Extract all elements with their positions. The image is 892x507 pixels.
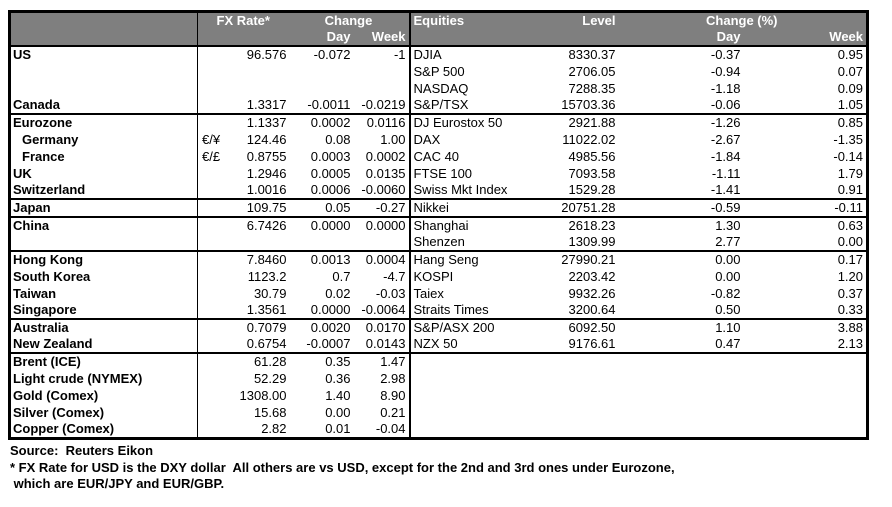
fx-rate-cell: 1308.00 — [239, 387, 287, 403]
fx-country-cell: Singapore — [10, 302, 198, 319]
fx-pair-symbol-cell — [198, 182, 228, 199]
table-row — [10, 148, 868, 165]
equity-week-cell: 0.07 — [837, 63, 864, 79]
table-row — [10, 387, 868, 404]
fx-rate-cell: 1.0016 — [228, 182, 290, 199]
equity-name-cell: Taiex — [413, 285, 444, 301]
equity-name-cell: S&P/TSX — [410, 97, 545, 114]
table-row — [10, 404, 868, 421]
fx-pair-symbol-cell — [198, 370, 228, 387]
fx-rate-column-header: FX Rate* — [198, 12, 290, 30]
fx-pair-symbol-cell — [198, 46, 228, 63]
equity-week-cell: 2.13 — [744, 336, 868, 353]
fx-change-day-cell: 0.0020 — [310, 320, 351, 335]
table-row — [10, 114, 868, 131]
fx-change-week-cell: -0.04 — [354, 421, 410, 439]
fx-country-cell: Germany — [10, 131, 198, 148]
equity-week-cell — [744, 387, 868, 404]
market-summary-table — [8, 10, 869, 440]
equity-name-cell: Shenzen — [410, 234, 545, 251]
fx-footnote-line-2: which are EUR/JPY and EUR/GBP. — [10, 476, 225, 491]
equity-day-cell: 1.10 — [715, 320, 741, 335]
fx-change-week-cell: -0.0064 — [354, 302, 410, 319]
fx-pair-symbol-cell — [198, 302, 228, 319]
fx-change-week-cell: -0.0219 — [354, 97, 410, 114]
equity-day-cell — [619, 421, 744, 439]
fx-rate-cell — [228, 234, 290, 251]
equity-day-cell: -0.94 — [710, 63, 741, 79]
equity-name-cell: Nikkei — [410, 199, 545, 217]
table-row — [10, 370, 868, 387]
fx-pair-symbol-cell: €/£ — [202, 148, 221, 164]
equity-level-cell: 2203.42 — [568, 268, 616, 284]
table-header — [10, 12, 868, 47]
fx-footnote-line-1: * FX Rate for USD is the DXY dollar All others are vs USD, except for the 2nd and 3rd ones under Eurozone, — [10, 459, 675, 475]
equity-level-cell — [545, 370, 619, 387]
equity-day-cell: 2.77 — [619, 234, 744, 251]
equity-name-cell: DJ Eurostox 50 — [413, 115, 503, 130]
equity-level-cell: 2706.05 — [568, 63, 616, 79]
fx-header-spacer — [198, 29, 290, 46]
equity-day-cell: 0.47 — [619, 336, 744, 353]
fx-change-day-cell: 0.0013 — [310, 252, 351, 267]
fx-change-week-cell: -0.0060 — [354, 182, 410, 199]
fx-change-day-cell: 0.08 — [325, 131, 351, 147]
equity-level-cell: 7288.35 — [568, 80, 616, 96]
fx-country-cell — [10, 234, 198, 251]
fx-country-cell: Hong Kong — [10, 251, 198, 268]
fx-header-corner — [10, 12, 198, 47]
fx-pair-symbol-cell — [198, 217, 228, 234]
equity-day-cell: -0.59 — [619, 199, 744, 217]
fx-change-week-cell: -1 — [354, 46, 410, 63]
fx-change-day-cell: 0.36 — [325, 370, 351, 386]
table-row — [10, 336, 868, 353]
equity-week-cell: -0.14 — [833, 148, 864, 164]
equity-name-cell: Hang Seng — [413, 252, 479, 267]
eq-day-column-header: Day — [619, 29, 744, 46]
fx-day-column-header: Day — [290, 29, 354, 46]
table-row — [10, 165, 868, 182]
equity-day-cell: -1.18 — [710, 80, 741, 96]
fx-country-cell: China — [10, 217, 198, 234]
fx-change-week-cell — [354, 63, 410, 80]
fx-change-day-cell: 0.00 — [325, 404, 351, 420]
fx-change-day-cell: 0.02 — [325, 285, 351, 301]
equity-day-cell: -1.11 — [711, 165, 741, 181]
table-row — [10, 285, 868, 302]
equity-level-cell: 4985.56 — [568, 148, 616, 164]
fx-pair-symbol-cell — [198, 199, 228, 217]
equity-name-cell — [410, 421, 545, 439]
table-row — [10, 353, 868, 370]
fx-change-week-cell: 0.21 — [354, 404, 410, 421]
fx-change-week-cell: 8.90 — [354, 387, 410, 404]
equity-week-cell: 0.37 — [837, 285, 864, 301]
equity-level-cell: 27990.21 — [561, 252, 616, 267]
equity-day-cell — [619, 404, 744, 421]
equity-level-cell: 8330.37 — [568, 47, 616, 62]
equity-level-cell: 2921.88 — [568, 115, 616, 130]
fx-pair-symbol-cell — [198, 165, 228, 182]
fx-change-day-cell: 0.35 — [325, 354, 351, 369]
equity-week-cell: 1.05 — [744, 97, 868, 114]
equity-level-cell — [545, 353, 619, 370]
fx-pair-symbol-cell — [198, 114, 228, 131]
fx-pair-symbol-cell — [198, 353, 228, 370]
fx-rate-cell: 124.46 — [246, 131, 287, 147]
source-note: Source: Reuters Eikon — [10, 443, 154, 458]
equity-week-cell: 3.88 — [837, 320, 864, 335]
equity-week-cell: 0.17 — [837, 252, 864, 267]
equity-day-cell: -1.26 — [710, 115, 741, 130]
equity-name-cell: NASDAQ — [413, 80, 469, 96]
fx-rate-cell: 30.79 — [253, 285, 287, 301]
fx-country-cell — [10, 80, 198, 97]
fx-country-cell: France — [10, 148, 198, 165]
fx-change-week-cell: 1.47 — [354, 353, 410, 370]
equity-level-cell: 15703.36 — [545, 97, 619, 114]
equity-day-cell: -0.06 — [619, 97, 744, 114]
equity-name-cell: DAX — [413, 131, 441, 147]
equity-day-cell — [619, 370, 744, 387]
table-row — [10, 46, 868, 63]
fx-change-day-cell: 0.7 — [332, 268, 351, 284]
fx-country-cell: New Zealand — [10, 336, 198, 353]
equity-week-cell — [744, 421, 868, 439]
equity-week-cell: 0.85 — [837, 115, 864, 130]
equity-name-cell: S&P/ASX 200 — [413, 320, 495, 335]
fx-change-week-cell — [354, 80, 410, 97]
fx-country-cell: Light crude (NYMEX) — [10, 370, 198, 387]
fx-pair-symbol-cell — [198, 63, 228, 80]
fx-rate-cell — [228, 63, 290, 80]
fx-rate-cell: 1123.2 — [247, 268, 287, 284]
fx-pair-symbol-cell — [198, 234, 228, 251]
equity-week-cell — [744, 370, 868, 387]
equity-day-cell: -1.41 — [619, 182, 744, 199]
fx-pair-symbol-cell — [198, 285, 228, 302]
fx-change-week-cell: -0.27 — [354, 199, 410, 217]
fx-change-day-cell: -0.072 — [313, 47, 351, 62]
fx-country-cell: Copper (Comex) — [10, 421, 198, 439]
fx-country-cell: Eurozone — [10, 114, 198, 131]
fx-pair-symbol-cell — [198, 97, 228, 114]
fx-rate-cell: 7.8460 — [246, 252, 287, 267]
equity-name-cell: CAC 40 — [413, 148, 460, 164]
table-row — [10, 199, 868, 217]
fx-change-week-cell: -4.7 — [354, 268, 410, 285]
fx-pair-symbol-cell — [198, 421, 228, 439]
equity-week-cell: -1.35 — [833, 131, 864, 147]
fx-rate-cell: 0.6754 — [228, 336, 290, 353]
equity-day-cell: 1.30 — [715, 218, 741, 233]
equity-week-cell: 1.79 — [837, 165, 864, 181]
fx-change-day-cell — [290, 63, 354, 80]
eq-header-spacer-2 — [545, 29, 619, 46]
table-row — [10, 268, 868, 285]
fx-change-week-cell: 0.0002 — [354, 148, 410, 165]
fx-rate-cell: 1.3317 — [228, 97, 290, 114]
equity-day-cell: 0.00 — [715, 252, 741, 267]
equity-week-cell: 0.63 — [837, 218, 864, 233]
equity-name-cell: S&P 500 — [413, 63, 465, 79]
fx-pair-symbol-cell — [198, 387, 228, 404]
equity-day-cell: 0.00 — [715, 268, 741, 284]
equity-day-cell: -0.82 — [710, 285, 741, 301]
fx-change-week-cell: 0.0116 — [354, 114, 410, 131]
fx-rate-cell — [228, 80, 290, 97]
equity-level-cell: 20751.28 — [545, 199, 619, 217]
equity-name-cell: NZX 50 — [410, 336, 545, 353]
fx-rate-cell: 0.7079 — [246, 320, 287, 335]
fx-rate-cell: 109.75 — [228, 199, 290, 217]
fx-rate-cell: 61.28 — [253, 354, 287, 369]
equity-level-cell: 3200.64 — [545, 302, 619, 319]
equity-name-cell: Swiss Mkt Index — [410, 182, 545, 199]
equity-level-cell: 2618.23 — [568, 218, 616, 233]
fx-rate-cell: 0.8755 — [246, 148, 287, 164]
fx-rate-cell: 1.2946 — [246, 165, 287, 181]
fx-change-week-cell: 2.98 — [354, 370, 410, 387]
fx-change-day-cell — [290, 234, 354, 251]
equity-level-cell: 9932.26 — [568, 285, 616, 301]
fx-country-cell: Silver (Comex) — [10, 404, 198, 421]
fx-change-day-cell — [290, 80, 354, 97]
table-row — [10, 182, 868, 199]
table-row — [10, 80, 868, 97]
fx-change-week-cell: 1.00 — [354, 131, 410, 148]
fx-country-cell: Taiwan — [10, 285, 198, 302]
equities-column-header: Equities — [410, 12, 545, 30]
equity-week-cell: 0.33 — [744, 302, 868, 319]
fx-country-cell — [10, 63, 198, 80]
level-column-header: Level — [545, 12, 619, 30]
fx-country-cell: Canada — [10, 97, 198, 114]
fx-change-column-header: Change — [290, 12, 410, 30]
eq-week-column-header: Week — [744, 29, 868, 46]
table-row — [10, 63, 868, 80]
equity-week-cell — [744, 353, 868, 370]
equity-day-cell — [619, 387, 744, 404]
fx-change-day-cell: 0.0000 — [310, 218, 351, 233]
equity-name-cell: DJIA — [413, 47, 442, 62]
fx-week-column-header: Week — [354, 29, 410, 46]
fx-change-day-cell: 0.0000 — [290, 302, 354, 319]
fx-change-day-cell: 0.0002 — [310, 115, 351, 130]
fx-change-day-cell: -0.0011 — [290, 97, 354, 114]
fx-pair-symbol-cell — [198, 80, 228, 97]
fx-country-cell: Japan — [10, 199, 198, 217]
eq-change-pct-column-header: Change (%) — [619, 12, 868, 30]
equity-day-cell: 0.50 — [619, 302, 744, 319]
table-row — [10, 319, 868, 336]
fx-change-week-cell: 0.0170 — [354, 319, 410, 336]
market-rows — [10, 46, 868, 439]
equity-level-cell — [545, 421, 619, 439]
equity-day-cell: -2.67 — [710, 131, 741, 147]
fx-rate-cell: 2.82 — [261, 421, 287, 436]
equity-name-cell: Straits Times — [410, 302, 545, 319]
equity-level-cell: 9176.61 — [545, 336, 619, 353]
fx-rate-cell: 6.7426 — [246, 218, 287, 233]
table-row — [10, 251, 868, 268]
equity-day-cell: -0.37 — [710, 47, 741, 62]
table-row — [10, 217, 868, 234]
fx-country-cell: Gold (Comex) — [10, 387, 198, 404]
fx-change-day-cell: 1.40 — [325, 387, 351, 403]
equity-name-cell: Shanghai — [413, 218, 469, 233]
fx-change-week-cell: 0.0000 — [354, 217, 410, 234]
equity-level-cell: 11022.02 — [562, 131, 616, 147]
equity-name-cell — [410, 353, 545, 370]
fx-pair-symbol-cell: €/¥ — [202, 131, 221, 147]
eq-header-spacer-1 — [410, 29, 545, 46]
equity-level-cell: 1309.99 — [545, 234, 619, 251]
fx-rate-cell: 52.29 — [253, 370, 287, 386]
equity-day-cell — [619, 353, 744, 370]
fx-rate-cell: 1.1337 — [246, 115, 287, 130]
fx-country-cell: Switzerland — [10, 182, 198, 199]
equity-week-cell: -0.11 — [744, 199, 868, 217]
equity-level-cell: 7093.58 — [568, 165, 616, 181]
fx-rate-cell: 1.3561 — [228, 302, 290, 319]
fx-change-week-cell: 0.0143 — [354, 336, 410, 353]
fx-country-cell: Brent (ICE) — [10, 353, 198, 370]
equity-week-cell — [744, 404, 868, 421]
equity-name-cell: KOSPI — [413, 268, 454, 284]
fx-pair-symbol-cell — [198, 336, 228, 353]
table-row — [10, 97, 868, 114]
fx-country-cell: US — [10, 46, 198, 63]
table-row — [10, 131, 868, 148]
fx-pair-symbol-cell — [198, 251, 228, 268]
fx-change-day-cell: 0.01 — [325, 421, 351, 436]
equity-week-cell: 0.09 — [837, 80, 864, 96]
fx-change-week-cell: -0.03 — [354, 285, 410, 302]
table-row — [10, 234, 868, 251]
fx-country-cell: Australia — [10, 319, 198, 336]
fx-change-week-cell: 0.0135 — [354, 165, 410, 182]
equity-week-cell: 1.20 — [837, 268, 864, 284]
fx-change-day-cell: 0.0003 — [310, 148, 351, 164]
equity-day-cell: -1.84 — [710, 148, 741, 164]
fx-change-day-cell: -0.0007 — [290, 336, 354, 353]
equity-level-cell: 1529.28 — [545, 182, 619, 199]
equity-name-cell — [410, 370, 545, 387]
equity-name-cell — [410, 387, 545, 404]
fx-pair-symbol-cell — [198, 404, 228, 421]
equity-name-cell — [410, 404, 545, 421]
fx-change-week-cell: 0.0004 — [354, 251, 410, 268]
equity-week-cell: 0.91 — [744, 182, 868, 199]
equity-level-cell — [545, 387, 619, 404]
fx-change-day-cell: 0.0005 — [310, 165, 351, 181]
fx-change-day-cell: 0.05 — [290, 199, 354, 217]
equity-week-cell: 0.95 — [837, 47, 864, 62]
fx-pair-symbol-cell — [198, 268, 228, 285]
fx-country-cell: South Korea — [10, 268, 198, 285]
equity-level-cell — [545, 404, 619, 421]
table-footer — [8, 443, 892, 493]
fx-change-day-cell: 0.0006 — [290, 182, 354, 199]
table-row — [10, 302, 868, 319]
fx-country-cell: UK — [10, 165, 198, 182]
fx-change-week-cell — [354, 234, 410, 251]
equity-level-cell: 6092.50 — [568, 320, 616, 335]
fx-pair-symbol-cell — [198, 319, 228, 336]
table-row — [10, 421, 868, 439]
equity-name-cell: FTSE 100 — [413, 165, 473, 181]
equity-week-cell: 0.00 — [744, 234, 868, 251]
fx-rate-cell: 96.576 — [246, 47, 287, 62]
header-row-1 — [10, 12, 868, 30]
fx-rate-cell: 15.68 — [253, 404, 287, 420]
